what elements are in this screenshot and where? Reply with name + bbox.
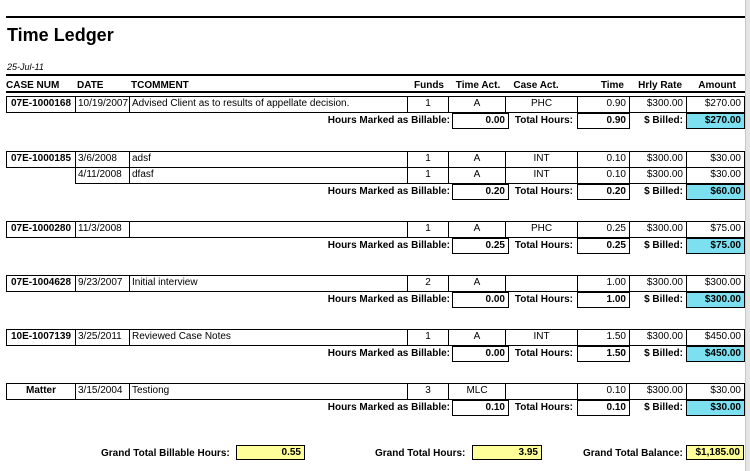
total-hours-label: Total Hours: [514, 402, 573, 413]
ledger-cell-case-act: INT [505, 151, 578, 168]
case-number: 07E-1000185 [6, 151, 76, 168]
billed-amount: $75.00 [686, 238, 745, 254]
ledger-cell-time: 0.90 [577, 96, 630, 113]
ledger-cell-funds: 1 [407, 221, 449, 238]
ledger-cell-amount: $450.00 [686, 329, 745, 346]
ledger-cell-time: 0.25 [577, 221, 630, 238]
ledger-cell-comment: dfasf [129, 167, 408, 184]
grand-total-billable-value: 0.55 [236, 445, 305, 460]
ledger-cell-funds: 1 [407, 96, 449, 113]
ledger-cell-rate: $300.00 [629, 221, 687, 238]
ledger-cell-time-act: A [448, 151, 506, 168]
ledger-cell-funds: 1 [407, 329, 449, 346]
total-hours-label: Total Hours: [514, 294, 573, 305]
col-header-time-act: Time Act. [455, 80, 501, 91]
billable-hours-label: Hours Marked as Billable: [327, 402, 450, 413]
ledger-cell-rate: $300.00 [629, 151, 687, 168]
billed-amount: $270.00 [686, 113, 745, 129]
ledger-cell-comment: Initial interview [129, 275, 408, 292]
grand-total-hours-label: Grand Total Hours: [375, 448, 466, 459]
ledger-cell-case-act [505, 275, 578, 292]
billed-label: $ Billed: [644, 240, 683, 251]
total-hours-label: Total Hours: [514, 186, 573, 197]
col-header-funds: Funds [414, 80, 444, 91]
grand-total-billable-label: Grand Total Billable Hours: [101, 448, 230, 459]
report-date: 25-Jul-11 [7, 62, 44, 72]
col-header-hrly-rate: Hrly Rate [638, 80, 682, 91]
ledger-cell-time-act: A [448, 96, 506, 113]
ledger-cell-comment: Advised Client as to results of appellate decision. [129, 96, 408, 113]
total-hours-label: Total Hours: [514, 115, 573, 126]
ledger-cell-time-act: A [448, 275, 506, 292]
ledger-cell-time: 1.50 [577, 329, 630, 346]
total-hours-value: 1.50 [577, 346, 630, 362]
total-hours-label: Total Hours: [514, 240, 573, 251]
ledger-cell-time-act: A [448, 221, 506, 238]
ledger-cell-date: 10/19/2007 [75, 96, 130, 113]
billable-hours-value: 0.00 [452, 346, 509, 362]
case-number: 07E-1000280 [6, 221, 76, 238]
ledger-cell-time-act: MLC [448, 383, 506, 400]
billed-amount: $450.00 [686, 346, 745, 362]
billed-amount: $30.00 [686, 400, 745, 416]
grand-total-hours-value: 3.95 [472, 445, 542, 460]
billable-hours-value: 0.00 [452, 292, 509, 308]
ledger-cell-rate: $300.00 [629, 275, 687, 292]
ledger-cell-amount: $30.00 [686, 167, 745, 184]
billable-hours-label: Hours Marked as Billable: [327, 186, 450, 197]
header-top-rule [6, 74, 745, 76]
ledger-cell-case-act: PHC [505, 221, 578, 238]
ledger-cell-funds: 1 [407, 167, 449, 184]
ledger-cell-comment: Reviewed Case Notes [129, 329, 408, 346]
total-hours-value: 0.10 [577, 400, 630, 416]
billed-label: $ Billed: [644, 115, 683, 126]
ledger-cell-time: 0.10 [577, 383, 630, 400]
col-header-case-act: Case Act. [513, 80, 559, 91]
billable-hours-value: 0.20 [452, 184, 509, 200]
total-hours-value: 0.90 [577, 113, 630, 129]
billed-label: $ Billed: [644, 294, 683, 305]
col-header-amount: Amount [698, 80, 736, 91]
ledger-cell-case-act: INT [505, 329, 578, 346]
case-number: 10E-1007139 [6, 329, 76, 346]
scrollbar[interactable] [745, 0, 750, 471]
case-number: 07E-1000168 [6, 96, 76, 113]
grand-total-balance-value: $1,185.00 [686, 445, 744, 460]
ledger-cell-date: 9/23/2007 [75, 275, 130, 292]
ledger-cell-date: 4/11/2008 [75, 167, 130, 184]
ledger-cell-case-act [505, 383, 578, 400]
top-rule [6, 16, 745, 18]
ledger-cell-time: 1.00 [577, 275, 630, 292]
ledger-cell-case-act: PHC [505, 96, 578, 113]
billable-hours-value: 0.10 [452, 400, 509, 416]
billable-hours-label: Hours Marked as Billable: [327, 115, 450, 126]
ledger-cell-date: 3/6/2008 [75, 151, 130, 168]
ledger-cell-funds: 1 [407, 151, 449, 168]
total-hours-label: Total Hours: [514, 348, 573, 359]
billable-hours-label: Hours Marked as Billable: [327, 240, 450, 251]
col-header-time: Time [600, 80, 624, 91]
billable-hours-value: 0.00 [452, 113, 509, 129]
ledger-cell-amount: $300.00 [686, 275, 745, 292]
billed-amount: $60.00 [686, 184, 745, 200]
billable-hours-label: Hours Marked as Billable: [327, 294, 450, 305]
col-header-case-num: CASE NUM [6, 80, 60, 91]
ledger-cell-time: 0.10 [577, 151, 630, 168]
billed-label: $ Billed: [644, 186, 683, 197]
grand-total-balance-label: Grand Total Balance: [583, 448, 683, 459]
report-title: Time Ledger [7, 25, 114, 45]
ledger-cell-case-act: INT [505, 167, 578, 184]
billed-label: $ Billed: [644, 402, 683, 413]
billed-label: $ Billed: [644, 348, 683, 359]
total-hours-value: 1.00 [577, 292, 630, 308]
ledger-cell-amount: $75.00 [686, 221, 745, 238]
billable-hours-label: Hours Marked as Billable: [327, 348, 450, 359]
ledger-cell-date: 3/25/2011 [75, 329, 130, 346]
ledger-cell-date: 3/15/2004 [75, 383, 130, 400]
ledger-cell-funds: 3 [407, 383, 449, 400]
ledger-cell-amount: $30.00 [686, 151, 745, 168]
ledger-cell-rate: $300.00 [629, 383, 687, 400]
ledger-cell-amount: $30.00 [686, 383, 745, 400]
ledger-cell-amount: $270.00 [686, 96, 745, 113]
col-header-date: DATE [77, 80, 104, 91]
ledger-cell-date: 11/3/2008 [75, 221, 130, 238]
ledger-cell-time-act: A [448, 167, 506, 184]
col-header-comment: TCOMMENT [131, 80, 189, 91]
billable-hours-value: 0.25 [452, 238, 509, 254]
total-hours-value: 0.20 [577, 184, 630, 200]
header-bottom-rule [6, 91, 745, 93]
ledger-cell-comment: Testiong [129, 383, 408, 400]
ledger-cell-comment [129, 221, 408, 238]
billed-amount: $300.00 [686, 292, 745, 308]
ledger-cell-time: 0.10 [577, 167, 630, 184]
case-number: Matter [6, 383, 76, 400]
ledger-cell-rate: $300.00 [629, 167, 687, 184]
ledger-cell-comment: adsf [129, 151, 408, 168]
ledger-cell-rate: $300.00 [629, 329, 687, 346]
case-number: 07E-1004628 [6, 275, 76, 292]
total-hours-value: 0.25 [577, 238, 630, 254]
ledger-cell-rate: $300.00 [629, 96, 687, 113]
ledger-cell-time-act: A [448, 329, 506, 346]
ledger-cell-funds: 2 [407, 275, 449, 292]
